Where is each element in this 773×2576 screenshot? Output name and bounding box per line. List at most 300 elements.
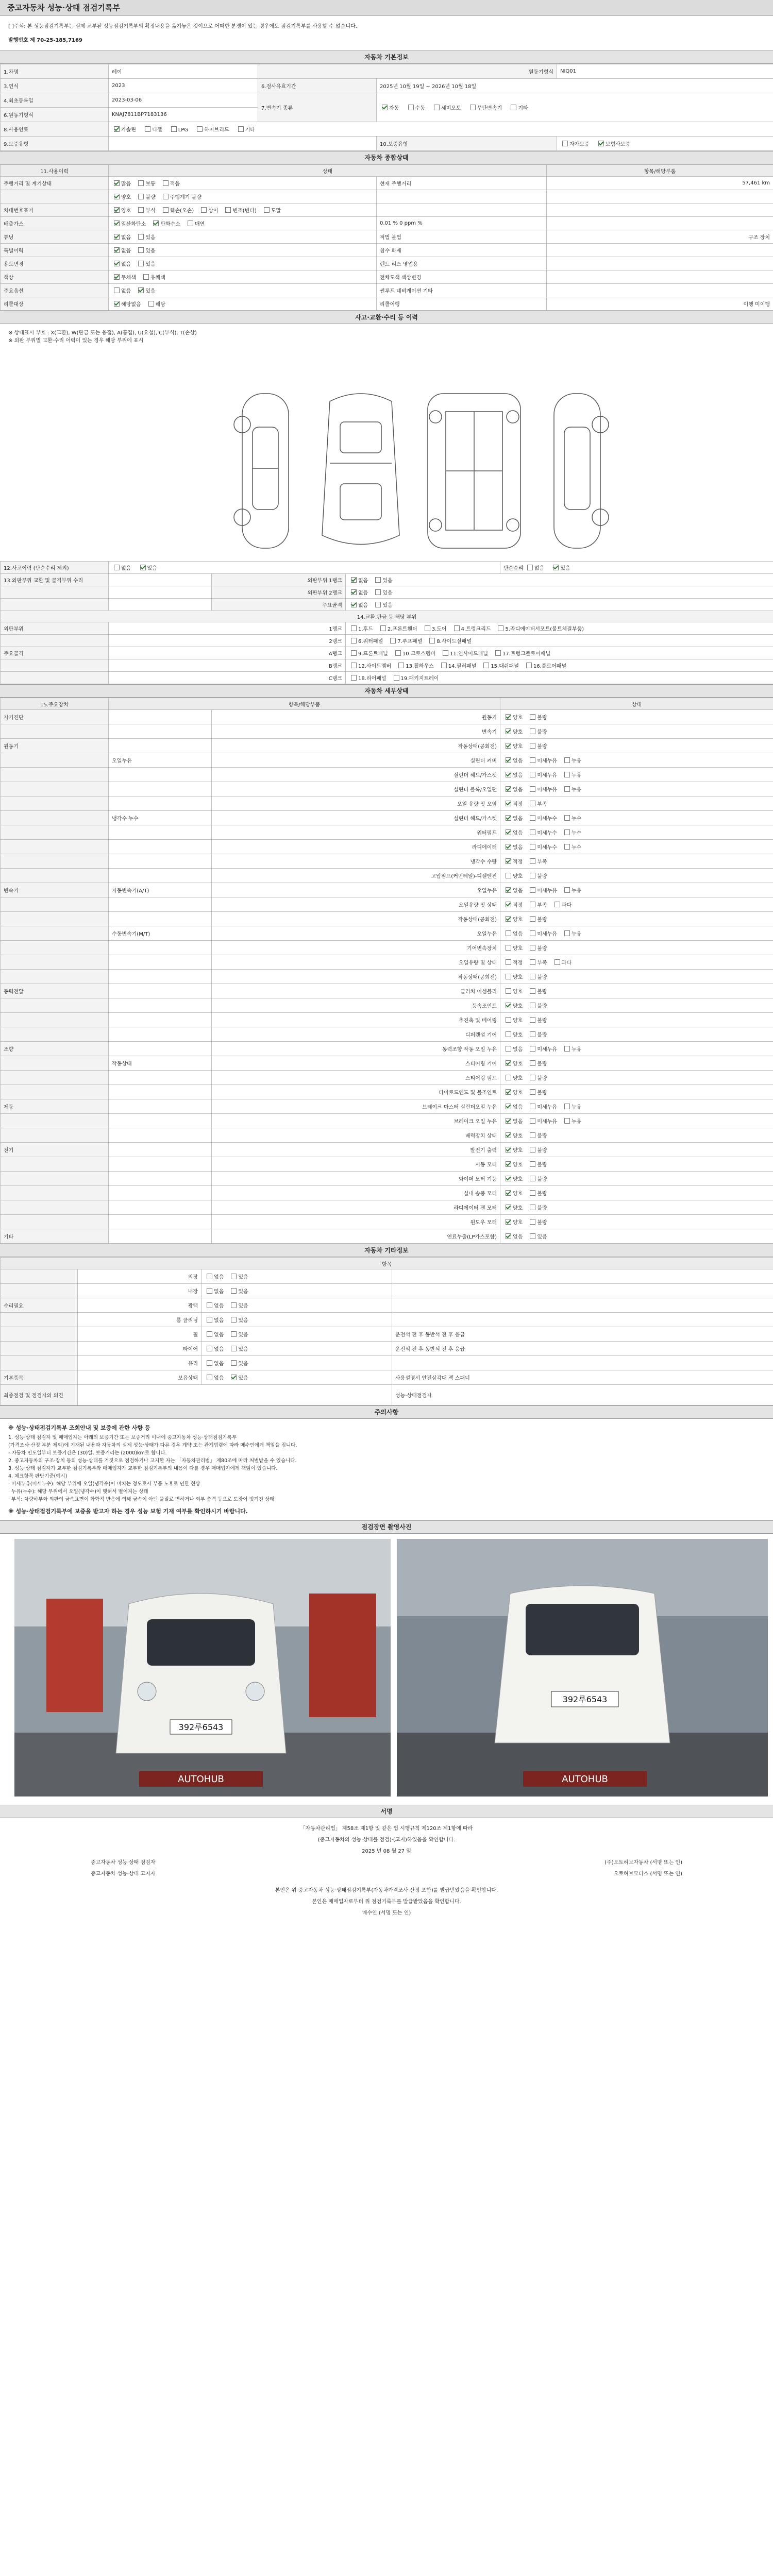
detail-row	[1, 883, 773, 897]
checkbox[interactable]	[351, 675, 357, 681]
option-label: 있음	[382, 578, 393, 584]
general-row-value	[547, 244, 773, 257]
option-label: LPG	[178, 127, 189, 133]
general-row-options	[109, 284, 377, 297]
checkbox[interactable]	[530, 930, 535, 936]
detail-item: 오일유량 및 상태	[212, 897, 500, 912]
option-label: 14.필러패널	[448, 664, 477, 669]
accident-part-group	[1, 635, 109, 647]
option-label: 누유	[571, 931, 582, 937]
accident-part-list	[346, 672, 773, 684]
checkbox[interactable]	[163, 194, 169, 199]
checkbox[interactable]	[375, 577, 381, 583]
checkbox[interactable]	[530, 873, 535, 878]
detail-head-item: 항목/해당부품	[109, 698, 500, 710]
detail-item: 오일누유	[212, 926, 500, 941]
detail-main-device: 원동기	[1, 739, 109, 753]
checkbox[interactable]	[375, 589, 381, 595]
checkbox[interactable]	[231, 1331, 237, 1337]
option-label: 없음	[121, 235, 131, 241]
option-label: 양호	[121, 208, 131, 214]
checkbox[interactable]	[530, 916, 535, 922]
detail-sub-device	[109, 1099, 212, 1114]
checkbox[interactable]	[530, 1089, 535, 1095]
checkbox[interactable]	[395, 650, 401, 656]
checkbox[interactable]	[153, 221, 159, 226]
checkbox[interactable]	[530, 1118, 535, 1124]
checkbox[interactable]	[506, 728, 511, 734]
checkbox[interactable]	[530, 959, 535, 965]
checkbox[interactable]	[398, 663, 404, 668]
option-label: 누유	[571, 1105, 582, 1110]
vehicle-diagram	[0, 381, 773, 561]
detail-item: 실내 송풍 모터	[212, 1186, 500, 1200]
checkbox[interactable]	[506, 988, 511, 994]
option-label: 없음	[534, 566, 545, 571]
checkbox[interactable]	[530, 1205, 535, 1210]
checkbox[interactable]	[530, 728, 535, 734]
checkbox[interactable]	[138, 194, 144, 199]
checkbox[interactable]	[408, 105, 414, 110]
checkbox[interactable]	[506, 1003, 511, 1008]
checkbox[interactable]	[351, 625, 357, 631]
checkbox[interactable]	[231, 1317, 237, 1323]
detail-row	[1, 1027, 773, 1042]
option-label: 있음	[238, 1275, 248, 1280]
detail-row	[1, 1143, 773, 1157]
option-label: 불량	[537, 1090, 547, 1096]
checkbox[interactable]	[506, 815, 511, 821]
checkbox[interactable]	[207, 1274, 212, 1279]
checkbox[interactable]	[138, 234, 144, 240]
sign-receive-line: 본인은 위 중고자동차 성능·상태점검기록부(자동차가격조사·산정 포함)를 발급받았음을 확인합니다.	[275, 1888, 498, 1893]
checkbox[interactable]	[530, 1017, 535, 1023]
checkbox[interactable]	[231, 1346, 237, 1351]
checkbox[interactable]	[114, 261, 120, 266]
checkbox[interactable]	[530, 1104, 535, 1109]
checkbox[interactable]	[231, 1302, 237, 1308]
checkbox[interactable]	[443, 650, 448, 656]
option-label: 매연	[194, 222, 205, 227]
checkbox[interactable]	[530, 1031, 535, 1037]
checkbox[interactable]	[506, 1017, 511, 1023]
checkbox[interactable]	[554, 959, 560, 965]
checkbox[interactable]	[506, 844, 511, 850]
checkbox[interactable]	[530, 829, 535, 835]
checkbox[interactable]	[506, 1075, 511, 1080]
checkbox[interactable]	[506, 743, 511, 749]
general-row-note: 0.01 % 0 ppm %	[377, 217, 547, 230]
checkbox[interactable]	[394, 675, 399, 681]
detail-options	[500, 941, 773, 955]
checkbox[interactable]	[530, 887, 535, 893]
checkbox[interactable]	[506, 1046, 511, 1052]
checkbox[interactable]	[390, 638, 396, 643]
checkbox[interactable]	[201, 207, 207, 213]
checkbox[interactable]	[506, 757, 511, 763]
checkbox[interactable]	[114, 301, 120, 307]
checkbox[interactable]	[498, 625, 503, 631]
checkbox[interactable]	[207, 1331, 212, 1337]
checkbox[interactable]	[530, 1060, 535, 1066]
option-label: 양호	[513, 1206, 523, 1211]
detail-options	[500, 1056, 773, 1071]
document-number: 발행번호 제 70-25-185,7169	[8, 38, 82, 43]
checkbox[interactable]	[207, 1375, 212, 1380]
checkbox[interactable]	[114, 234, 120, 240]
checkbox[interactable]	[598, 141, 604, 146]
general-row-value	[547, 284, 773, 297]
checkbox[interactable]	[506, 714, 511, 720]
option-label: 자가보증	[569, 142, 590, 147]
accident-part-row	[1, 672, 773, 684]
other-extra: 운전석 전 후 동반석 전 후 응급	[392, 1327, 773, 1342]
accident-part-rank: C랭크	[109, 672, 346, 684]
detail-sub-device	[109, 1229, 212, 1244]
detail-sub-device	[109, 825, 212, 840]
other-extra	[392, 1356, 773, 1370]
detail-main-device: 기타	[1, 1229, 109, 1244]
checkbox[interactable]	[553, 565, 559, 570]
detail-main-device	[1, 811, 109, 825]
checkbox[interactable]	[506, 858, 511, 864]
accident-part-group: 주요골격	[1, 647, 109, 659]
detail-sub-device	[109, 998, 212, 1013]
checkbox[interactable]	[506, 772, 511, 777]
checkbox[interactable]	[375, 602, 381, 607]
frame-view	[428, 394, 520, 548]
checkbox[interactable]	[530, 1046, 535, 1052]
general-row-options	[109, 257, 377, 270]
checkbox[interactable]	[138, 287, 144, 293]
checkbox[interactable]	[564, 1046, 570, 1052]
checkbox[interactable]	[225, 207, 231, 213]
option-label: 없음	[121, 566, 131, 571]
detail-options	[500, 1143, 773, 1157]
other-group	[1, 1356, 78, 1370]
accident-part-list	[346, 635, 773, 647]
checkbox[interactable]	[530, 902, 535, 907]
checkbox[interactable]	[530, 1233, 535, 1239]
checkbox[interactable]	[530, 844, 535, 850]
checkbox[interactable]	[530, 1161, 535, 1167]
checkbox[interactable]	[114, 274, 120, 280]
general-row-label: 차대번호표기	[1, 204, 109, 217]
checkbox[interactable]	[530, 1132, 535, 1138]
checkbox[interactable]	[564, 829, 570, 835]
general-row-value	[547, 270, 773, 284]
checkbox[interactable]	[140, 565, 146, 570]
checkbox[interactable]	[564, 786, 570, 792]
checkbox[interactable]	[506, 887, 511, 893]
checkbox[interactable]	[564, 757, 570, 763]
checkbox[interactable]	[506, 1161, 511, 1167]
detail-options	[500, 912, 773, 926]
checkbox[interactable]	[114, 287, 120, 293]
option-label: 미세누수	[537, 816, 557, 822]
checkbox[interactable]	[429, 638, 435, 643]
detail-main-device	[1, 1128, 109, 1143]
option-label: 있음	[382, 603, 393, 608]
option-label: 적음	[170, 181, 180, 187]
accident-options	[109, 562, 500, 574]
checkbox[interactable]	[506, 930, 511, 936]
checkbox[interactable]	[564, 1118, 570, 1124]
detail-row	[1, 1099, 773, 1114]
option-label: 미세누수	[537, 831, 557, 836]
checkbox[interactable]	[441, 663, 447, 668]
general-row-options	[109, 217, 377, 230]
checkbox[interactable]	[382, 105, 388, 110]
checkbox[interactable]	[564, 844, 570, 850]
checkbox[interactable]	[483, 663, 489, 668]
checkbox[interactable]	[231, 1375, 237, 1380]
detail-item: 라디에이터	[212, 840, 500, 854]
option-label: 불량	[537, 1133, 547, 1139]
checkbox[interactable]	[564, 772, 570, 777]
checkbox[interactable]	[526, 663, 532, 668]
checkbox[interactable]	[530, 988, 535, 994]
checkbox[interactable]	[511, 105, 516, 110]
checkbox[interactable]	[562, 141, 568, 146]
checkbox[interactable]	[564, 930, 570, 936]
checkbox[interactable]	[530, 945, 535, 951]
label-warranty: 9.보증유형	[1, 137, 109, 151]
detail-options	[500, 926, 773, 941]
checkbox[interactable]	[138, 261, 144, 266]
option-label: 불량	[537, 744, 547, 750]
detail-main-device	[1, 1114, 109, 1128]
checkbox[interactable]	[114, 221, 120, 226]
checkbox[interactable]	[231, 1360, 237, 1366]
checkbox[interactable]	[564, 887, 570, 893]
checkbox[interactable]	[351, 663, 357, 668]
option-label: 누수	[571, 816, 582, 822]
checkbox[interactable]	[495, 650, 501, 656]
accident-part-rank: 1랭크	[109, 622, 346, 635]
accident-part-head: 14.교환,판금 등 해당 부위	[1, 611, 773, 622]
checkbox[interactable]	[530, 1075, 535, 1080]
checkbox[interactable]	[114, 180, 120, 186]
checkbox[interactable]	[188, 221, 193, 226]
checkbox[interactable]	[351, 638, 357, 643]
checkbox[interactable]	[506, 1060, 511, 1066]
checkbox[interactable]	[114, 194, 120, 199]
checkbox[interactable]	[506, 786, 511, 792]
checkbox[interactable]	[506, 1104, 511, 1109]
checkbox[interactable]	[506, 974, 511, 979]
checkbox[interactable]	[506, 801, 511, 806]
checkbox[interactable]	[506, 959, 511, 965]
general-row-value: 이행 미이행	[547, 297, 773, 311]
checkbox[interactable]	[554, 902, 560, 907]
detail-item: 스티어링 기어	[212, 1056, 500, 1071]
option-label: 양호	[513, 1220, 523, 1226]
accident-part-row	[1, 635, 773, 647]
checkbox[interactable]	[148, 301, 154, 307]
checkbox[interactable]	[506, 902, 511, 907]
detail-item: 동력조향 작동 오일 누유	[212, 1042, 500, 1056]
detail-main-device	[1, 1027, 109, 1042]
checkbox[interactable]	[114, 247, 120, 253]
checkbox[interactable]	[530, 1176, 535, 1181]
general-head-status: 상태	[109, 165, 547, 177]
checkbox[interactable]	[470, 105, 476, 110]
other-group: 수리필요	[1, 1298, 78, 1313]
other-group	[1, 1327, 78, 1342]
option-label: 양호	[513, 1177, 523, 1182]
detail-main-device	[1, 1172, 109, 1186]
checkbox[interactable]	[530, 858, 535, 864]
checkbox[interactable]	[506, 1233, 511, 1239]
checkbox[interactable]	[506, 1147, 511, 1153]
checkbox[interactable]	[231, 1288, 237, 1294]
checkbox[interactable]	[564, 815, 570, 821]
front-plate-text: 392루6543	[178, 1722, 224, 1732]
detail-row	[1, 897, 773, 912]
section-basic-info: 자동차 기본정보	[0, 50, 773, 64]
label-fuel: 8.사용연료	[1, 122, 109, 137]
accident-part-rank: B랭크	[109, 659, 346, 672]
section-photos: 점검장면 촬영사진	[0, 1520, 773, 1534]
checkbox[interactable]	[207, 1346, 212, 1351]
detail-row	[1, 1071, 773, 1085]
option-label: 3.도어	[431, 626, 447, 632]
option-label: 없음	[121, 248, 131, 254]
label-simple-repair: 단순수리	[503, 566, 524, 571]
other-options	[201, 1298, 392, 1313]
checkbox[interactable]	[114, 207, 120, 213]
checkbox[interactable]	[351, 577, 357, 583]
option-label: 불량	[537, 975, 547, 980]
checkbox[interactable]	[114, 565, 120, 570]
checkbox[interactable]	[380, 625, 386, 631]
checkbox[interactable]	[138, 247, 144, 253]
detail-main-device	[1, 912, 109, 926]
caution-footer: ※ 성능·상태점검기록부에 보증을 받고자 하는 경우 성능 보험 기재 여부를 확인하시기 바랍니다.	[8, 1508, 248, 1515]
checkbox[interactable]	[138, 207, 144, 213]
option-label: 해당	[155, 302, 165, 308]
checkbox[interactable]	[530, 801, 535, 806]
checkbox[interactable]	[207, 1302, 212, 1308]
checkbox[interactable]	[506, 1132, 511, 1138]
detail-options	[500, 1027, 773, 1042]
option-label: 없음	[513, 1047, 523, 1053]
checkbox[interactable]	[506, 1089, 511, 1095]
option-label: 누유	[571, 758, 582, 764]
other-row	[1, 1269, 773, 1284]
checkbox[interactable]	[238, 126, 244, 132]
checkbox[interactable]	[114, 126, 120, 132]
photo-area	[0, 1534, 773, 1805]
checkbox[interactable]	[530, 1003, 535, 1008]
option-label: 양호	[513, 1191, 523, 1197]
checkbox[interactable]	[138, 180, 144, 186]
checkbox[interactable]	[171, 126, 177, 132]
checkbox[interactable]	[530, 1190, 535, 1196]
caution-line: · 누유(누수): 해당 부위에서 오일(냉각수)이 맺혀서 떨어지는 상태	[8, 1489, 148, 1495]
checkbox[interactable]	[351, 602, 357, 607]
option-label: 누유	[571, 1119, 582, 1125]
detail-main-device	[1, 854, 109, 869]
checkbox[interactable]	[207, 1317, 212, 1323]
checkbox[interactable]	[506, 1176, 511, 1181]
general-head-usage: 11.사용이력	[1, 165, 109, 177]
checkbox[interactable]	[530, 1219, 535, 1225]
checkbox[interactable]	[506, 1219, 511, 1225]
checkbox[interactable]	[530, 743, 535, 749]
checkbox[interactable]	[506, 873, 511, 878]
checkbox[interactable]	[207, 1288, 212, 1294]
detail-main-device	[1, 926, 109, 941]
option-label: 양호	[513, 1004, 523, 1009]
option-label: 없음	[513, 1119, 523, 1125]
checkbox[interactable]	[530, 772, 535, 777]
option-label: 미세누유	[537, 773, 557, 778]
checkbox[interactable]	[530, 714, 535, 720]
other-group	[1, 1313, 78, 1327]
checkbox[interactable]	[506, 829, 511, 835]
checkbox[interactable]	[527, 565, 533, 570]
option-label: 7.루프패널	[397, 639, 423, 645]
general-row	[1, 217, 773, 230]
checkbox[interactable]	[564, 1104, 570, 1109]
checkbox[interactable]	[145, 126, 150, 132]
general-row-options	[109, 270, 377, 284]
checkbox[interactable]	[197, 126, 203, 132]
checkbox[interactable]	[351, 650, 357, 656]
option-label: 있음	[145, 289, 156, 294]
checkbox[interactable]	[530, 815, 535, 821]
checkbox[interactable]	[143, 274, 149, 280]
checkbox[interactable]	[351, 589, 357, 595]
checkbox[interactable]	[231, 1274, 237, 1279]
checkbox[interactable]	[207, 1360, 212, 1366]
checkbox[interactable]	[425, 625, 430, 631]
sign-checker-row	[8, 1857, 765, 1869]
checkbox[interactable]	[530, 974, 535, 979]
detail-sub-device	[109, 1027, 212, 1042]
checkbox[interactable]	[530, 786, 535, 792]
checkbox[interactable]	[506, 1031, 511, 1037]
checkbox[interactable]	[530, 1147, 535, 1153]
other-basic-item-value: 보유상태	[78, 1370, 201, 1385]
checkbox[interactable]	[506, 1190, 511, 1196]
detail-row	[1, 724, 773, 739]
checkbox[interactable]	[530, 757, 535, 763]
checkbox[interactable]	[506, 1205, 511, 1210]
checkbox[interactable]	[506, 945, 511, 951]
checkbox[interactable]	[163, 180, 169, 186]
detail-sub-device: 수동변속기(M/T)	[109, 926, 212, 941]
accident-rank-group	[1, 586, 109, 599]
general-row-value	[547, 257, 773, 270]
option-label: 많음	[121, 181, 131, 187]
option-label: 불량	[537, 1148, 547, 1154]
checkbox[interactable]	[163, 207, 169, 213]
checkbox[interactable]	[264, 207, 270, 213]
checkbox[interactable]	[506, 1118, 511, 1124]
accident-rank-group: 13.외판부위 교환 및 골격부위 수리	[1, 574, 109, 586]
option-label: 적정	[513, 802, 523, 807]
general-row	[1, 257, 773, 270]
checkbox[interactable]	[506, 916, 511, 922]
checkbox[interactable]	[434, 105, 440, 110]
option-label: 양호	[513, 1162, 523, 1168]
detail-options	[500, 710, 773, 724]
detail-options	[500, 739, 773, 753]
checkbox[interactable]	[454, 625, 460, 631]
